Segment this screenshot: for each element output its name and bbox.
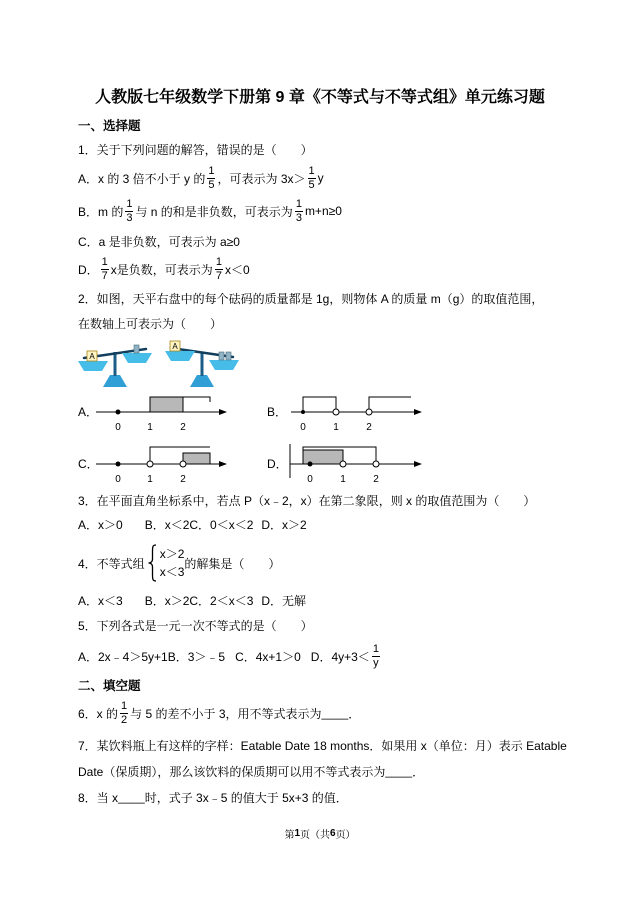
balance-figure (78, 334, 248, 390)
hollow-dot (340, 461, 346, 467)
question-8-text: 8．当 x (78, 790, 119, 805)
hollow-dot (147, 461, 153, 467)
question-7-text: 7．某饮料瓶上有这样的字样：Eatable Date 18 months．如果用 x（单位：月）表示 Eatable (78, 738, 567, 753)
question-1-option-c (78, 229, 240, 253)
question-5-options (78, 644, 382, 668)
question-2-stem-line-2 (78, 311, 222, 335)
number-line-option-c (92, 444, 232, 488)
question-1-option-a (78, 166, 324, 190)
weight-icon (226, 352, 231, 360)
balance-pan-left (78, 361, 108, 371)
number-line-arrow (414, 409, 422, 415)
fraction (120, 701, 128, 726)
option-label-text: D． (267, 456, 288, 471)
question-4-options (78, 588, 306, 612)
question-6 (78, 701, 360, 725)
left-brace-icon (148, 544, 157, 582)
question-4-stem-text: 4．不等式组 (78, 556, 145, 571)
balance-pan-right (209, 360, 239, 370)
balance-base (103, 375, 127, 387)
hollow-dot (333, 409, 339, 415)
option-text: ，可表示为 3x＞ (217, 171, 306, 186)
answer-blank: ____ (385, 764, 413, 778)
tick-label: 0 (115, 474, 121, 485)
number-line-arrow (219, 409, 227, 415)
option-text: y (317, 171, 324, 185)
object-a-label: A (89, 352, 95, 361)
question-4-option-d: D．无解 (261, 593, 307, 608)
balance-pan-left (165, 351, 195, 361)
question-7-line-1 (78, 733, 567, 757)
option-text: C．a 是非负数，可表示为 a≥0 (78, 234, 240, 249)
shaded-region (150, 397, 183, 412)
option-text: x是负数，可表示为 (110, 262, 213, 277)
tick-label: 1 (147, 422, 153, 433)
footer-text: 第 (284, 829, 295, 841)
balance-pillar (114, 352, 117, 376)
inequality-system-row: x＜3 (159, 565, 185, 579)
balance-pillar (201, 352, 204, 376)
section-heading-choice (78, 113, 141, 137)
footer-page-number: 1 (294, 827, 300, 839)
question-7-text: Date（保质期），那么该饮料的保质期可以用不等式表示为 (78, 764, 386, 779)
object-a-label: A (172, 342, 178, 351)
fraction-denominator: 3 (295, 211, 302, 224)
fraction (372, 644, 380, 669)
solid-dot (116, 462, 121, 467)
question-1-stem-text: 1．关于下列问题的解答，错误的是（ ） (78, 142, 313, 157)
question-1-option-d (78, 257, 250, 281)
section-heading-choice-text: 一、选择题 (78, 119, 141, 133)
fraction-numerator: 1 (372, 642, 379, 655)
number-line-arrow (219, 461, 227, 467)
question-3-options (78, 512, 307, 536)
question-6-text: 与 5 的差不小于 3，用不等式表示为 (130, 706, 322, 721)
fraction (215, 257, 223, 282)
option-label-text: B． (267, 404, 288, 419)
question-8 (78, 785, 348, 809)
question-7-text: ． (412, 764, 425, 779)
question-3-option-d: D．x＞2 (261, 517, 307, 532)
tick-label: 0 (300, 422, 306, 433)
fraction (308, 166, 316, 191)
fraction-numerator: 1 (208, 164, 215, 177)
tick-label: 2 (366, 422, 372, 433)
question-7-line-2 (78, 759, 424, 783)
question-3-option-a: A．x＞0 (78, 517, 123, 532)
fraction-denominator: 2 (121, 713, 128, 726)
question-2-stem-text: 2．如图，天平右盘中的每个砝码的质量都是 1g，则物体 A 的质量 m（g）的取值范围， (78, 291, 544, 306)
option-text: A．x 的 3 倍不小于 y 的 (78, 171, 206, 186)
fraction (101, 257, 109, 282)
range-bracket-line (183, 397, 210, 402)
tick-label: 0 (115, 422, 121, 433)
question-6-text: ． (348, 706, 361, 721)
fraction (295, 199, 303, 224)
option-text: x＜0 (224, 262, 250, 277)
question-4-stem-text: 的解集是（ ） (184, 556, 281, 571)
question-2-option-b-label (267, 401, 287, 421)
tick-label: 2 (373, 474, 379, 485)
option-text: 与 n 的和是非负数，可表示为 (135, 204, 293, 219)
question-2-stem-line-1 (78, 286, 543, 310)
question-5-option-a: A．2x﹣4＞5y+1 (78, 649, 168, 664)
footer-page-total: 6 (330, 827, 336, 839)
question-4-option-b: B．x＞2 (144, 593, 190, 608)
page-title-text: 人教版七年级数学下册第 9 章《不等式与不等式组》单元练习题 (95, 88, 545, 106)
section-heading-fill-in (78, 673, 141, 697)
answer-blank: ____ (321, 706, 349, 720)
question-1-option-b (78, 199, 342, 223)
number-line-option-d (287, 444, 427, 488)
fraction-numerator: 1 (121, 699, 128, 712)
hollow-dot (373, 461, 379, 467)
range-bracket-line (369, 397, 411, 409)
section-heading-fill-in-text: 二、填空题 (78, 679, 141, 693)
inequality-system-row: x＞2 (159, 547, 185, 561)
fraction-numerator: 1 (295, 197, 302, 210)
fraction-numerator: 1 (126, 197, 133, 210)
option-text: D． (78, 262, 99, 277)
question-3-stem-text: 3．在平面直角坐标系中，若点 P（x﹣2，x）在第二象限，则 x 的取值范围为（ ） (78, 493, 536, 508)
fraction-denominator: y (373, 656, 379, 669)
shaded-region (183, 453, 210, 464)
solid-dot (308, 462, 313, 467)
question-8-text: 时，式子 3x﹣5 的值大于 5x+3 的值． (144, 790, 348, 805)
question-3-stem (78, 488, 535, 512)
question-1-stem (78, 137, 313, 161)
number-line-arrow (414, 461, 422, 467)
weight-icon (134, 345, 139, 353)
fraction-denominator: 3 (126, 211, 133, 224)
question-2-stem-text: 在数轴上可表示为（ ） (78, 316, 223, 331)
fraction-numerator: 1 (215, 255, 222, 268)
page-footer (0, 821, 640, 845)
inequality-system (160, 545, 185, 581)
solid-dot (116, 410, 121, 415)
tick-label: 2 (180, 474, 186, 485)
hollow-dot (180, 461, 186, 467)
fraction-denominator: 5 (208, 178, 215, 191)
question-5-option-b: B．3＞﹣5 (167, 649, 226, 664)
question-5-stem-text: 5．下列各式是一元一次不等式的是（ ） (78, 618, 313, 633)
tick-label: 1 (340, 474, 346, 485)
tick-label: 0 (307, 474, 313, 485)
fraction-denominator: 7 (215, 269, 222, 282)
number-line-option-b (287, 392, 427, 436)
fraction-denominator: 7 (101, 269, 108, 282)
question-3-option-c: C．0＜x＜2 (189, 517, 254, 532)
balance-pan-right (122, 353, 152, 363)
option-label-text: C． (78, 456, 99, 471)
page-title (0, 83, 640, 107)
question-5-stem (78, 613, 313, 637)
fraction (207, 166, 215, 191)
solid-dot (301, 410, 305, 414)
question-5-option-c: C．4x+1＞0 (235, 649, 301, 664)
tick-label: 1 (147, 474, 153, 485)
question-4-stem (78, 543, 280, 583)
footer-text: 页） (335, 829, 356, 841)
option-label-text: A． (78, 404, 99, 419)
question-2-option-d-label (267, 453, 288, 473)
balance-1 (78, 345, 152, 387)
fraction-numerator: 1 (308, 164, 315, 177)
question-4-option-a: A．x＜3 (78, 593, 123, 608)
fraction-numerator: 1 (101, 255, 108, 268)
option-text: B．m 的 (78, 204, 124, 219)
weight-icon (219, 352, 224, 360)
balance-2 (165, 341, 239, 387)
number-line-option-a (92, 392, 232, 436)
tick-label: 1 (333, 422, 339, 433)
question-4-option-c: C．2＜x＜3 (189, 593, 254, 608)
question-6-text: 6．x 的 (78, 706, 119, 721)
question-5-option-d: D．4y+3＜ (310, 649, 370, 664)
balance-base (190, 375, 214, 387)
option-text: m+n≥0 (304, 204, 342, 218)
tick-label: 2 (180, 422, 186, 433)
range-bracket-line (303, 397, 336, 412)
question-3-option-b: B．x＜2 (144, 517, 190, 532)
fraction-denominator: 5 (308, 178, 315, 191)
answer-blank: ____ (118, 790, 145, 804)
hollow-dot (366, 409, 372, 415)
footer-text: 页（共 (300, 829, 330, 841)
fraction (125, 199, 133, 224)
